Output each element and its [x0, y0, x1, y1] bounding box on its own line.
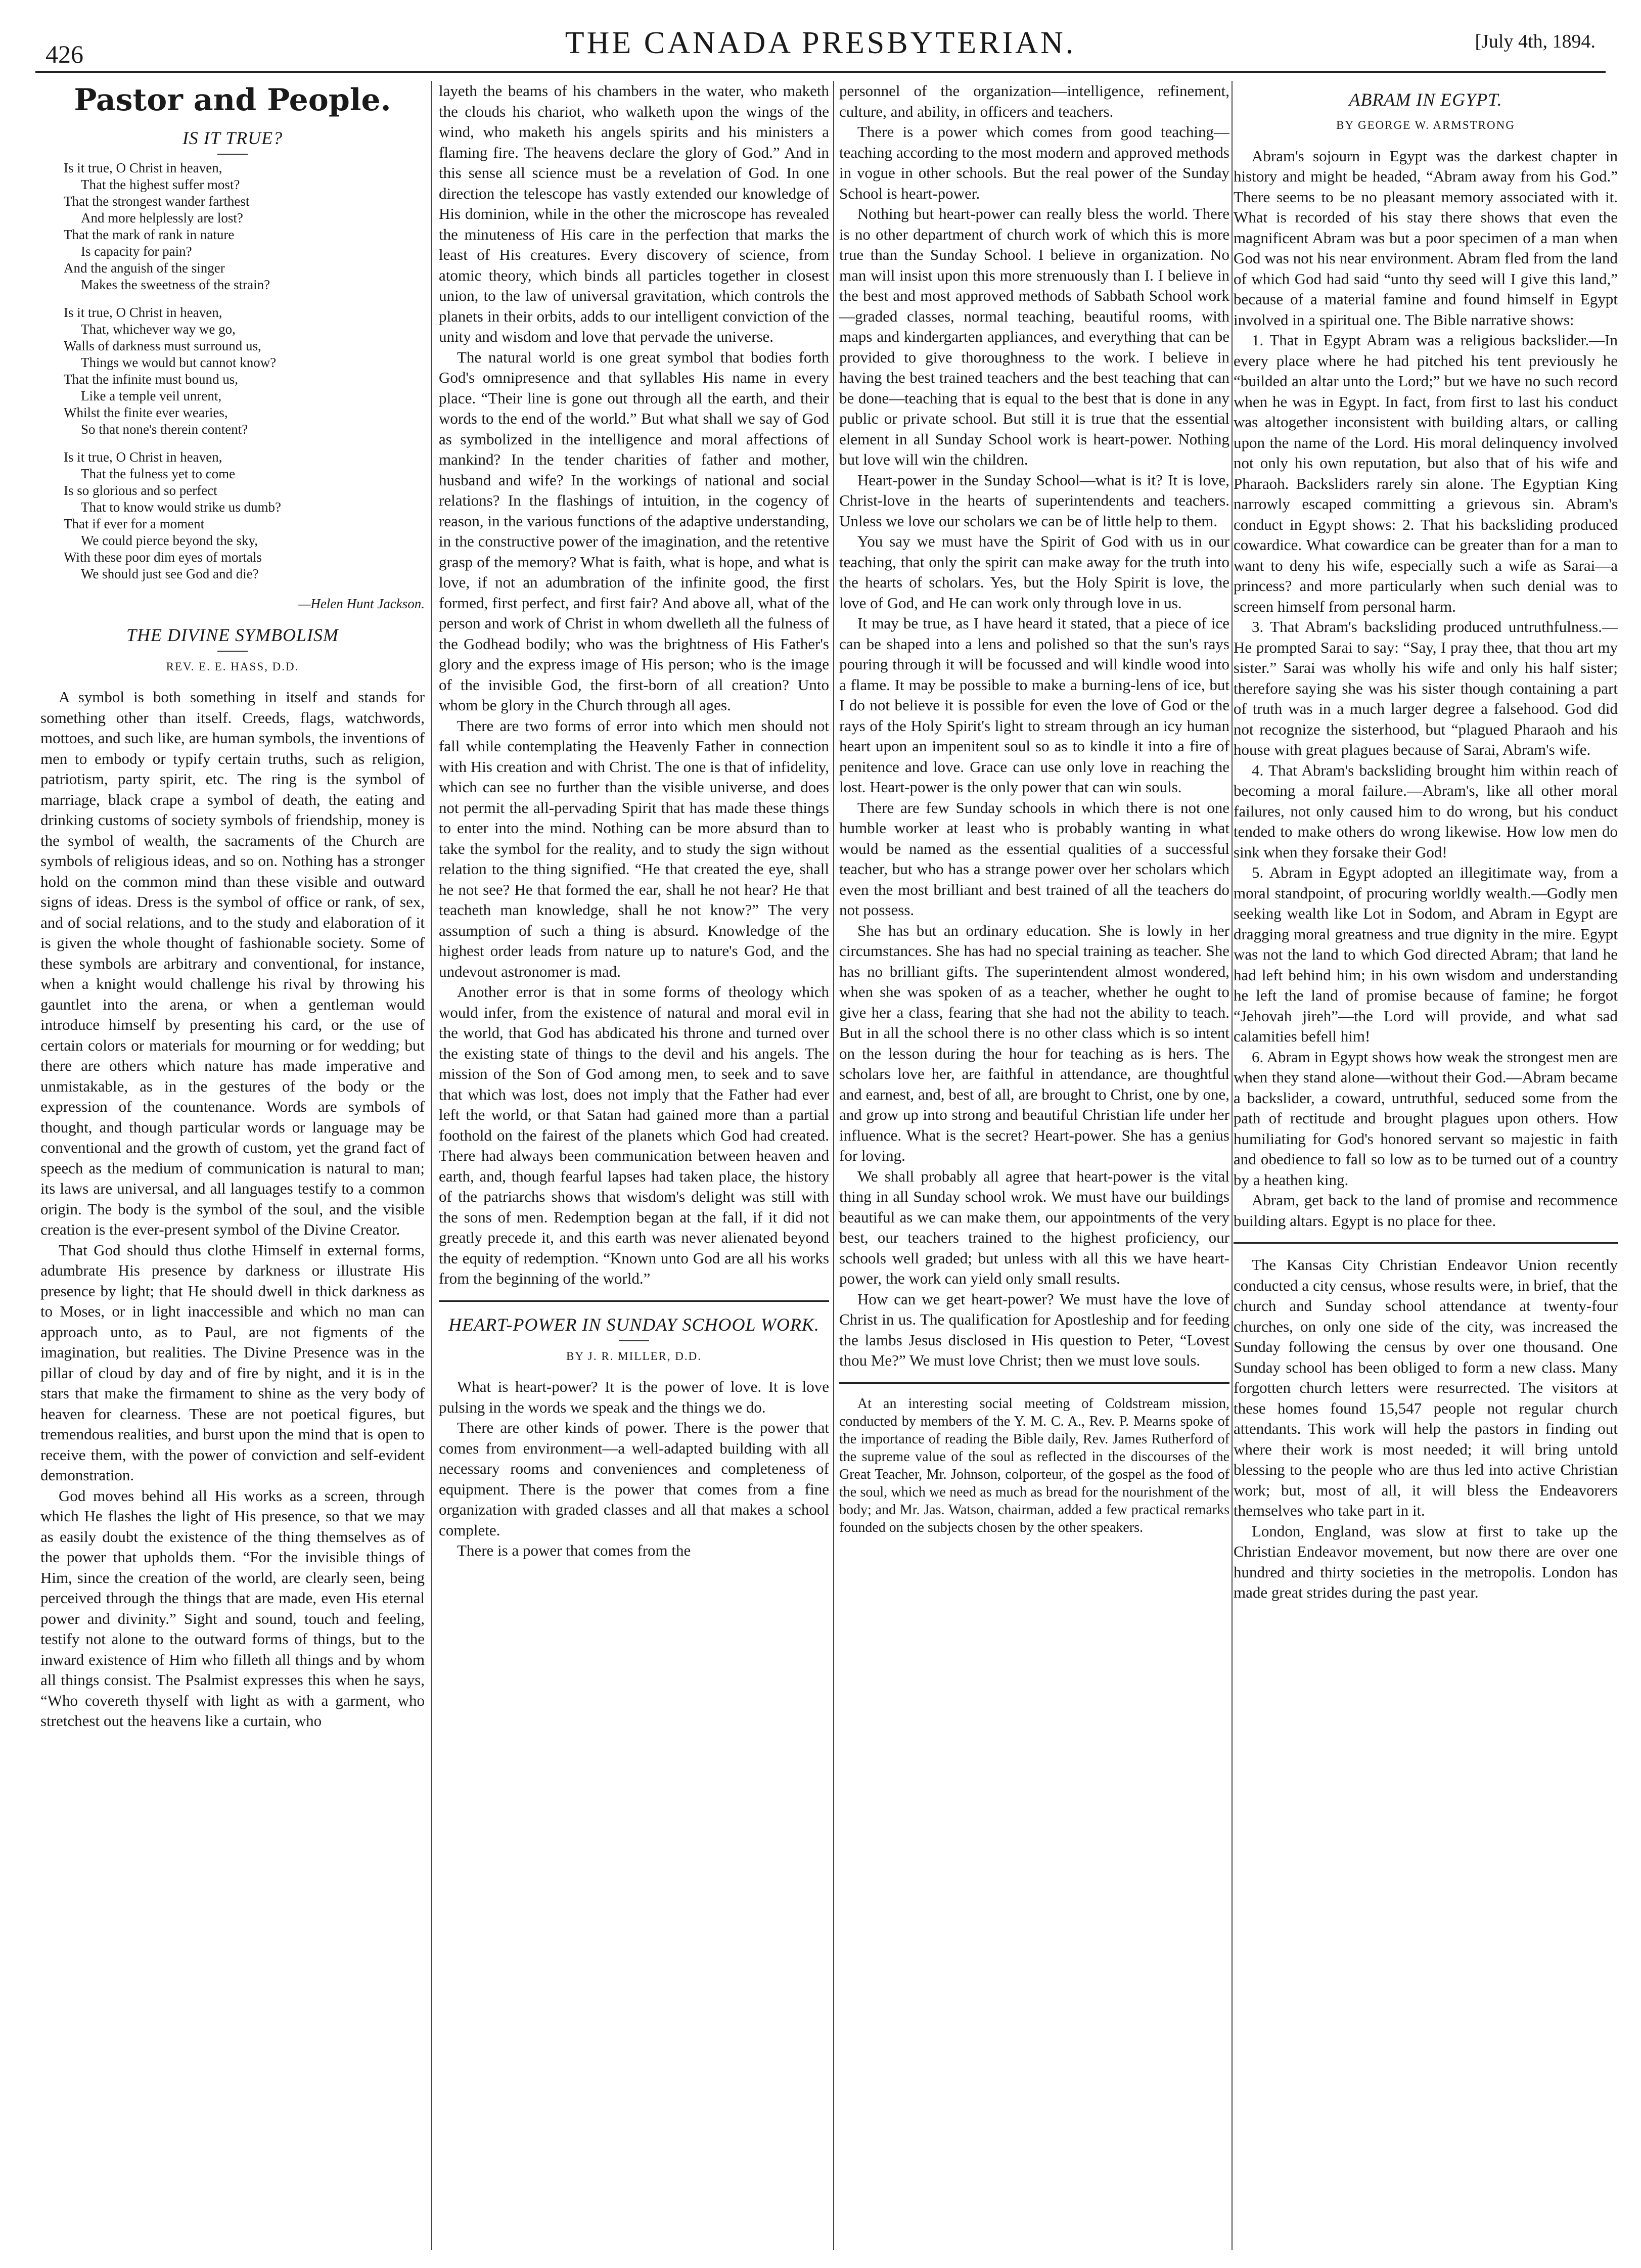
paragraph: God moves behind all His works as a screen, through which He flashes the light of His presence, so that we may as easily doubt the existence of the thing themselves as of the power that upholds them. “For the invisible things of Him, since the creation of the world, are clearly seen, being perceived through the things that are made, even His eternal power and divinity.” Sight and sound, touch and feeling, testify not alone to the outward forms of things, but to the inward existence of Him who filleth all things and by whom all things consist. The Psalmist expresses this when he says, “Who covereth thyself with light as with a garment, who stretchest out the heavens like a curtain, who: [40, 1486, 425, 1730]
poem-line: Is it true, O Christ in heaven,: [64, 160, 222, 175]
paragraph: 4. That Abram's backsliding brought him within reach of becoming a moral failure.—Abram's, like all other moral failures, not only caused him to do wrong, but his conduct tended to make others do wrong likewise. How low men do sink when they forsake their God!: [1234, 761, 1618, 861]
poem-line: And the anguish of the singer: [64, 260, 225, 276]
poem-line: Is so glorious and so perfect: [64, 483, 217, 498]
poem-line: That if ever for a moment: [64, 516, 205, 531]
masthead-title: THE CANADA PRESBYTERIAN.: [565, 26, 1076, 60]
poem-line: Like a temple veil unrent,: [81, 388, 222, 403]
news-note: At an interesting social meeting of Coldstream mission, conducted by members of the Y. M. C. A., Rev. P. Mearns spoke of the importance of reading the Bible daily, Rev. James Rutherford of the supreme value of the soul as reflected in the discourses of the Great Teacher, Mr. Johnson, colporteur, of the gospel as the food of the soul, which we need as much as bread for the nourishment of the body; and Mr. Jas. Watson, chairman, added a few practical remarks founded on the subjects chosen by the other speakers.: [839, 1395, 1229, 1535]
column-1: [40, 81, 425, 2250]
article-divider: [1234, 1242, 1618, 1244]
poem-line: Things we would but cannot know?: [81, 355, 277, 370]
poem-line: Is it true, O Christ in heaven,: [64, 449, 222, 465]
poem-line: That the infinite must bound us,: [64, 372, 238, 387]
paragraph: There are other kinds of power. There is the power that comes from environment—a well-adapted building with all necessary rooms and conveniences and completeness of equipment. There is the power that comes from a fine organization with graded classes and all that makes a school complete.: [439, 1419, 829, 1539]
poem-line: That the highest suffer most?: [81, 177, 240, 192]
issue-date: [July 4th, 1894.: [1475, 31, 1596, 52]
poem-line: That, whichever way we go,: [81, 322, 236, 337]
poem-line: That the strongest wander farthest: [64, 194, 250, 209]
poem-line: Makes the sweetness of the strain?: [81, 277, 270, 292]
paragraph: Nothing but heart-power can really bless the world. There is no other department of church work of which this is more true than the Sunday School. I believe in organization. No man will insist upon this more strenuously than I. I believe in the best and most approved methods of Sabbath School work—graded classes, normal teaching, beautiful rooms, with maps and kindergarten appliances, and everything that can be provided to give thoroughness to the work. I believe in having the best trained teachers and the best teaching that can be done—teaching that is equal to the best that is done in any public or private school. But still it is true that the essential element in all Sunday School work is heart-power. Nothing but love will win the children.: [839, 205, 1229, 468]
paragraph: Heart-power in the Sunday School—what is it? It is love, Christ-love in the hearts of superintendents and teachers. Unless we love our scholars we can be of little help to them.: [839, 471, 1229, 530]
poem-line: So that none's therein content?: [81, 422, 248, 437]
poem-line: We should just see God and die?: [81, 566, 259, 581]
paragraph: You say we must have the Spirit of God with us in our teaching, that only the spirit can make away for the truth into the hearts of scholars. Yes, but the Holy Spirit is love, the love of God, and He can work only through love in us.: [839, 532, 1229, 612]
department-heading: Pastor and People.: [74, 82, 391, 118]
paragraph: Abram's sojourn in Egypt was the darkest chapter in history and might be headed, “Abram away from his God.” There seems to be no pleasant memory associated with it. What is recorded of his stay there shows that even the magnificent Abram was but a poor specimen of a man when God was not his near environment. Abram fled from the land of which God had said “unto thy seed will I give this land,” because of a material famine and found himself in Egypt involved in a spiritual one. The Bible narrative shows:: [1234, 147, 1618, 329]
paragraph: layeth the beams of his chambers in the water, who maketh the clouds his chariot, who walketh upon the wings of the wind, who maketh his angels spirits and his ministers a flaming fire. The heavens declare the glory of God.” And in this sense all science must be a revelation of God. In one direction the telescope has vastly extended our knowledge of His dominion, while in the other the microscope has revealed the minuteness of His care in the perfection that marks the least of His creatures. Every discovery of science, from atomic theory, which binds all particles together in closest union, to the law of universal gravitation, which controls the planets in their orbits, adds to our intelligent conviction of the unity and wisdom and love that pervade the universe.: [439, 82, 829, 345]
paragraph: There are two forms of error into which men should not fall while contemplating the Heavenly Father in connection with His creation and with Christ. The one is that of infidelity, which can see no further than the visible universe, and does not permit the all-pervading Spirit that has made these things to enter into the mind. Nothing can be more absurd than to take the symbol for the reality, and to study the sign without relation to the thing signified. “He that created the eye, shall he not see? He that formed the ear, shall he not hear? He that teacheth man knowledge, shall he not know?” The very assumption of such a thing is absurd. Knowledge of the highest order leads from nature up to nature's God, and the undevout astronomer is mad.: [439, 716, 829, 980]
poem: [64, 449, 425, 582]
paragraph: The natural world is one great symbol that bodies forth God's omnipresence and that syllables His name in every place. “Their line is gone out through all the earth, and their words to the end of the world.” But what shall we say of God as symbolized in the intelligence and moral affections of mankind? In the tender charities of father and mother, husband and wife? In the workings of national and social relations? In the flashings of intuition, in the cogency of reason, in the various functions of the adaptive understanding, in the constructive power of the imagination, and the retentive grasp of the memory? What is faith, what is hope, and what is love, if not an adumbration of the infinite good, the first formed, first perfect, and first fair? And above all, what of the person and work of Christ in whom dwelleth all the fulness of the Godhead bodily; who was the brightness of His Father's glory and the express image of His person; who is the image of the invisible God, the first-born of all creation? Unto whom be glory in the Church through all ages.: [439, 348, 829, 714]
poem-title: IS IT TRUE?: [182, 128, 283, 148]
paragraph: 1. That in Egypt Abram was a religious backslider.—In every place where he had pitched his tent previously he “builded an altar unto the Lord;” but we have no such record when he was in Egypt. In fact, from first to last his conduct was altogether inconsistent with building altars, or calling upon the name of the Lord. His moral delinquency involved not only his own reputation, but also that of his wife and Pharaoh. Backsliders rarely sin alone. The Egyptian King narrowly escaped committing a grievous sin. Abram's conduct in Egypt shows: 2. That his backsliding produced cowardice. What cowardice can be greater than for a man to want to deny his wife, especially such a wife as Sarai—a princess? and more particularly when such denial was to screen himself from personal harm.: [1234, 331, 1618, 615]
column-divider: [833, 81, 834, 2250]
paragraph: There is a power which comes from good teaching—teaching according to the most modern and approved methods in vogue in other schools. But the real power of the Sunday School is heart-power.: [839, 123, 1229, 202]
news-note: London, England, was slow at first to take up the Christian Endeavor movement, but now there are over one hundred and thirty societies in the metropolis. London has made great strides during the past year.: [1234, 1522, 1618, 1601]
poem: [64, 304, 425, 438]
poem: [64, 160, 425, 293]
poem-line: Walls of darkness must surround us,: [64, 338, 261, 353]
page-number: 426: [45, 40, 83, 68]
paragraph: 3. That Abram's backsliding produced untruthfulness.—He prompted Sarai to say: “Say, I pray thee, that thou art my sister.” Sarai was wholly his wife and only his half sister; therefore saying she was his sister though containing a part of truth was in a much larger degree a falsehood. God did not recognize the sisterhood, but “plagued Pharaoh and his house with great plagues because of Sarai, Abram's wife.: [1234, 618, 1618, 758]
paragraph: 6. Abram in Egypt shows how weak the strongest men are when they stand alone—without their God.—Abram became a backslider, a coward, untruthful, seduced some from the path of rectitude and brought plagues upon others. How humiliating for God's honored servant so majestic in faith and obedience to fall so low as to be turned out of a country by a heathen king.: [1234, 1048, 1618, 1189]
paragraph: What is heart-power? It is the power of love. It is love pulsing in the words we speak and the things we do.: [439, 1378, 829, 1416]
article-divider: [439, 1300, 829, 1302]
poem-line: That to know would strike us dumb?: [81, 500, 281, 515]
article-title: ABRAM IN EGYPT.: [1349, 89, 1502, 110]
paragraph: It may be true, as I have heard it stated, that a piece of ice can be shaped into a lens and polished so that the sun's rays pouring through it will be focussed and will kindle wood into a flame. It may be possible to make a burning-lens of ice, but I do not believe it is possible for even the love of God or the rays of the Holy Spirit's light to stream through an icy human heart upon an impenitent soul so as to kindle it into a fire of penitence and love. Grace can use only love in reaching the lost. Heart-power is the only power that can win souls.: [839, 614, 1229, 796]
paragraph: We shall probably all agree that heart-power is the vital thing in all Sunday school wrok. We must have our buildings beautiful as we can make them, our appointments of the very best, our teachers trained to the highest proficiency, our schools well graded; but unless with all this we have heart-power, the work can yield only small results.: [839, 1167, 1229, 1287]
paragraph: Another error is that in some forms of theology which would infer, from the existence of natural and moral evil in the world, that God has abdicated his throne and turned over the existing state of things to the devil and his angels. The mission of the Son of God among men, to seek and to save that which was lost, does not imply that the Father had ever left the world, or that Satan had gained more than a partial foothold on the fairest of the planets which God had created. There had always been communication between heaven and earth, and, though fearful lapses had taken place, the history of the patriarchs shows that wisdom's delight was still with the sons of men. Redemption began at the fall, if it did not greatly precede it, and this earth was never alienated beyond the equity of redemption. “Known unto God are all his works from the beginning of the world.”: [439, 983, 829, 1287]
poem-credit: —Helen Hunt Jackson.: [298, 596, 425, 611]
paragraph: There is a power that comes from the: [457, 1541, 691, 1559]
news-note: The Kansas City Christian Endeavor Union recently conducted a city census, whose results were, in brief, that the church and Sunday school attendance at twenty-four churches, on only one side of the city, was increased the Sunday following the census by over one thousand. One Sunday school has been obliged to form a new class. Many forgotten church letters were resurrected. The visitors at these homes found 15,547 people not regular church attendants. This work will help the pastors in finding out where their work is most needed; it will bring untold blessing to the people who are thus led into active Christian work; but, most of all, it will bless the Endeavorers themselves who take part in it.: [1234, 1256, 1618, 1519]
poem-line: With these poor dim eyes of mortals: [64, 550, 262, 565]
article-title: HEART-POWER IN SUNDAY SCHOOL WORK.: [448, 1314, 819, 1335]
paragraph: Abram, get back to the land of promise and recommence building altars. Egypt is no place for thee.: [1234, 1191, 1618, 1230]
column-2: [439, 81, 829, 2250]
paragraph: There are few Sunday schools in which there is not one humble worker at least who is probably wanting in what would be named as the essential qualities of a successful teacher, but who has a strange power over her scholars which even the most brilliant and best trained of all the teachers do not possess.: [839, 798, 1229, 919]
article-title: THE DIVINE SYMBOLISM: [126, 624, 339, 645]
paragraph: She has but an ordinary education. She is lowly in her circumstances. She has had no special training as teacher. She has no brilliant gifts. The superintendent almost wondered, when she was spoken of as a teacher, whether he ought to give her a class, fearing that she had not the ability to teach. But in all the school there is no other class which is so intent on the lesson during the hour for teaching as is hers. The scholars love her, are faithful in attendance, are thoughtful and earnest, and, best of all, are brought to Christ, one by one, and grow up into strong and beautiful Christian life under her influence. What is the secret? Heart-power. She has a genius for loving.: [839, 921, 1229, 1164]
column-divider: [1232, 81, 1233, 2250]
article-divider: [839, 1382, 1229, 1384]
paragraph: A symbol is both something in itself and stands for something other than itself. Creeds, flags, watchwords, mottoes, and such like, are human symbols, the inventions of men to embody or typify certain truths, such as religion, patriotism, party spirit, etc. The ring is the symbol of marriage, black crape a symbol of death, the eating and drinking customs of society symbols of friendship, money is the symbol of wealth, the sacraments of the Church are symbols of religious ideas, and so on. Nothing has a stronger hold on the common mind than these visible and outward signs of ideas. Dress is the symbol of office or rank, of sex, and of social relations, and to the study and elaboration of it is given the whole thought of fashionable society. Some of these symbols are arbitrary and conventional, for instance, when a knight would challenge his rival by throwing his gauntlet into the arena, or when a gentleman would introduce himself by presenting his card, or the use of certain colors or materials for mourning or for wedding; but there are others which nature has made imperative and unmistakable, as in the gestures of the body or the expression of the countenance. Words are symbols of thought, and though particular words or language may be conventional and the growth of custom, yet the grand fact of speech as the medium of communication is natural to man; its laws are universal, and all languages testify to a common origin. The body is the symbol of the soul, and the visible creation is the ever-present symbol of the Divine Creator.: [40, 688, 425, 1238]
column-4: [1234, 81, 1618, 2250]
column-divider: [431, 81, 432, 2250]
poem-line: Whilst the finite ever wearies,: [64, 405, 228, 420]
paragraph: personnel of the organization—intelligence, refinement, culture, and ability, in officers and teachers.: [839, 82, 1229, 120]
title-rule: [619, 1340, 649, 1341]
paragraph: That God should thus clothe Himself in external forms, adumbrate His presence by darkness or illustrate His presence by light; that He should dwell in thick darkness as to Moses, or in light inaccessible and which no man can approach unto, as to Paul, are not figments of the imagination, but realities. The Divine Presence was in the pillar of cloud by day and of fire by night, and it is in the stars that make the firmament to shine as the very body of heaven for clearness. These are not poetical figures, but tremendous realities, and burst upon the mind that is open to receive them, with the power of conviction and self-evident demonstration.: [40, 1241, 425, 1484]
paragraph: How can we get heart-power? We must have the love of Christ in us. The qualification for Apostleship and for feeding the lambs Jesus disclosed in His question to Peter, “Lovest thou Me?” We must love Christ; then we must love souls.: [839, 1290, 1229, 1369]
title-rule: [217, 154, 248, 155]
article-author: REV. E. E. HASS, D.D.: [166, 660, 299, 673]
poem-line: That the fulness yet to come: [81, 466, 236, 481]
paragraph: 5. Abram in Egypt adopted an illegitimate way, from a moral standpoint, of procuring worldly wealth.—Godly men seeking wealth like Lot in Sodom, and Abram in Egypt are dragging moral greatness and true dignity in the mire. Egypt was not the land to which God directed Abram; that land he had left behind him; in his own wisdom and understanding he left the land of promise because of famine; he forgot “Jehovah jireh”—the Lord will provide, and what sad calamities befell him!: [1234, 864, 1618, 1045]
poem-line: We could pierce beyond the sky,: [81, 533, 258, 548]
poem-line: That the mark of rank in nature: [64, 227, 235, 242]
article-author: BY GEORGE W. ARMSTRONG: [1336, 119, 1515, 131]
article-author: BY J. R. MILLER, D.D.: [566, 1349, 702, 1363]
poem-line: Is capacity for pain?: [81, 244, 192, 259]
page-header: [35, 15, 1606, 73]
poem-line: And more helplessly are lost?: [81, 210, 243, 225]
poem-line: Is it true, O Christ in heaven,: [64, 305, 222, 320]
column-3: [839, 81, 1229, 2250]
title-rule: [217, 651, 248, 652]
